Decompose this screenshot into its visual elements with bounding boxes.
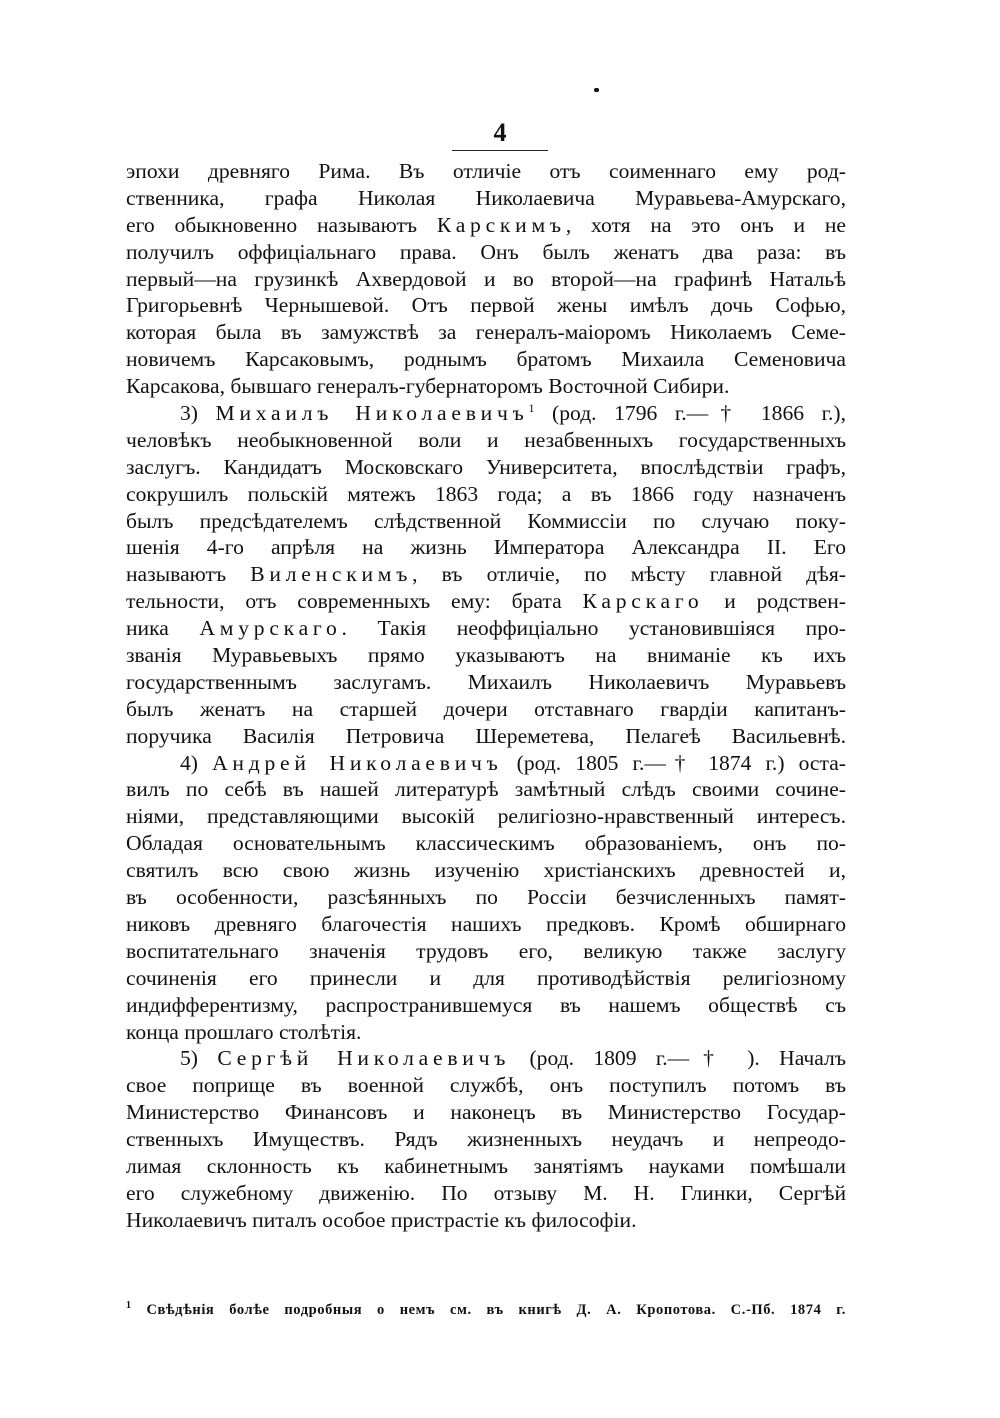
footnote-text: Свѣдѣнія болѣе подробныя о немъ см. въ книгѣ Д. А. Кропотова. С.-Пб. 1874 г. [131, 1302, 846, 1318]
text-line [126, 615, 846, 642]
text-line: индифферентизму, распространившемуся въ нашемъ обществѣ съ [126, 992, 846, 1017]
text-span: 4) [180, 750, 213, 775]
text-line: человѣкъ необыкновенной воли и незабвенныхъ государственныхъ [126, 427, 846, 452]
text-span: , хотя на это онъ и не [565, 212, 846, 237]
text-span: . Такія неоффиціально установившіяся про- [341, 616, 846, 641]
text-span: (род. 1809 г.—† ). Началъ [510, 1046, 846, 1071]
text-line: которая была въ замужствѣ за генералъ-маіоромъ Николаемъ Семе- [126, 320, 846, 345]
spaced-name: Виленскимъ [250, 562, 413, 587]
text-span: , въ отличіе, по мѣсту главной дѣя- [412, 562, 846, 587]
footnote-mark: 1 [126, 1300, 132, 1312]
text-line: свое поприще въ военной службѣ, онъ поступилъ потомъ въ [126, 1073, 846, 1098]
text-line [126, 561, 846, 588]
text-line: лимая склонность къ кабинетнымъ занятіямъ науками помѣшали [126, 1153, 846, 1178]
text-span: (род. 1796 г.—† 1866 г.), [534, 401, 846, 426]
text-line: сокрушилъ польскій мятежъ 1863 года; а въ 1866 году назначенъ [126, 481, 846, 506]
page-number: 4 [493, 118, 507, 147]
text-line: въ особенности, разсѣянныхъ по Россіи безчисленныхъ памят- [126, 885, 846, 910]
text-line [126, 212, 846, 239]
text-span: и родствен- [703, 589, 846, 614]
text-line: первый—на грузинкѣ Ахвердовой и во второй—на графинѣ Натальѣ [126, 266, 846, 291]
text-line: конца прошлаго столѣтія. [126, 1019, 362, 1044]
text-line: ственныхъ Имуществъ. Рядъ жизненныхъ неудачъ и непреодо- [126, 1127, 846, 1152]
text-line: Николаевичъ питалъ особое пристрастіе къ философіи. [126, 1207, 637, 1232]
text-line: государственнымъ заслугамъ. Михаилъ Николаевичъ Муравьевъ [126, 669, 846, 694]
text-span: ника [126, 616, 200, 641]
text-line: воспитательнаго значенія трудовъ его, великую также заслугу [126, 938, 846, 963]
spaced-name: Сергѣй Николаевичъ [217, 1046, 511, 1071]
text-span: (род. 1805 г.—† 1874 г.) оста- [502, 750, 846, 775]
spaced-name: Амурскаго [199, 616, 342, 641]
text-span: тельности, отъ современныхъ ему: брата [126, 589, 583, 614]
text-line: былъ предсѣдателемъ слѣдственной Коммиссіи по случаю поку- [126, 508, 846, 533]
text-line: его служебному движенію. По отзыву М. Н. Глинки, Сергѣй [126, 1180, 846, 1205]
text-line: эпохи древняго Рима. Въ отличіе отъ соименнаго ему род- [126, 159, 846, 183]
body-text [126, 158, 846, 1234]
text-line: ственника, графа Николая Николаевича Муравьева-Амурскаго, [126, 185, 846, 210]
text-line: святилъ всю свою жизнь изученію христіанскихъ древностей и, [126, 858, 846, 883]
text-line: заслугъ. Кандидатъ Московскаго Университета, впослѣдствіи графъ, [126, 454, 846, 479]
text-line: ніями, представляющими высокій религіозно-нравственный интересъ. [126, 804, 846, 829]
text-line: Министерство Финансовъ и наконецъ въ Министерство Государ- [126, 1100, 846, 1125]
page-number-rule [452, 150, 548, 151]
text-line: вилъ по себѣ въ нашей литературѣ замѣтный слѣдъ своими сочине- [126, 777, 846, 802]
paragraph-3-first-line [126, 400, 846, 427]
print-speck [594, 88, 599, 92]
text-line [126, 588, 846, 615]
spaced-name: Михаилъ Николаевичъ [215, 401, 529, 426]
text-line: получилъ оффиціальнаго права. Онъ былъ женатъ два раза: въ [126, 239, 846, 264]
text-line: шенія 4-го апрѣля на жизнь Императора Александра II. Его [126, 535, 846, 560]
text-line: Григорьевнѣ Чернышевой. Отъ первой жены имѣлъ дочь Софью, [126, 293, 846, 318]
paragraph-5-first-line [126, 1045, 846, 1072]
text-span: его обыкновенно называютъ [126, 212, 437, 237]
text-line: былъ женатъ на старшей дочери отставнаго гвардіи капитанъ- [126, 696, 846, 721]
text-line: Обладая основательнымъ классическимъ образованіемъ, онъ по- [126, 831, 846, 856]
text-line: Карсакова, бывшаго генералъ-губернаторомъ Восточной Сибири. [126, 374, 730, 399]
text-line: поручика Василія Петровича Шереметева, Пелагеѣ Васильевнѣ. [126, 723, 846, 748]
text-line: сочиненія его принесли и для противодѣйствія религіозному [126, 965, 846, 990]
text-line: никовъ древняго благочестія нашихъ предковъ. Кромѣ обширнаго [126, 911, 846, 936]
footnote-ref: 1 [528, 400, 535, 415]
text-span: называютъ [126, 562, 251, 587]
text-span: 3) [180, 401, 216, 426]
footnote [126, 1302, 846, 1319]
spaced-name: Карскимъ [436, 212, 566, 237]
paragraph-4-first-line [126, 750, 846, 777]
spaced-name: Андрей Николаевичъ [212, 750, 503, 775]
text-span: 5) [180, 1046, 218, 1071]
text-line: званія Муравьевыхъ прямо указываютъ на вниманіе къ ихъ [126, 643, 846, 668]
spaced-name: Карскаго [582, 589, 704, 614]
text-line: новичемъ Карсаковымъ, роднымъ братомъ Михаила Семеновича [126, 347, 846, 372]
